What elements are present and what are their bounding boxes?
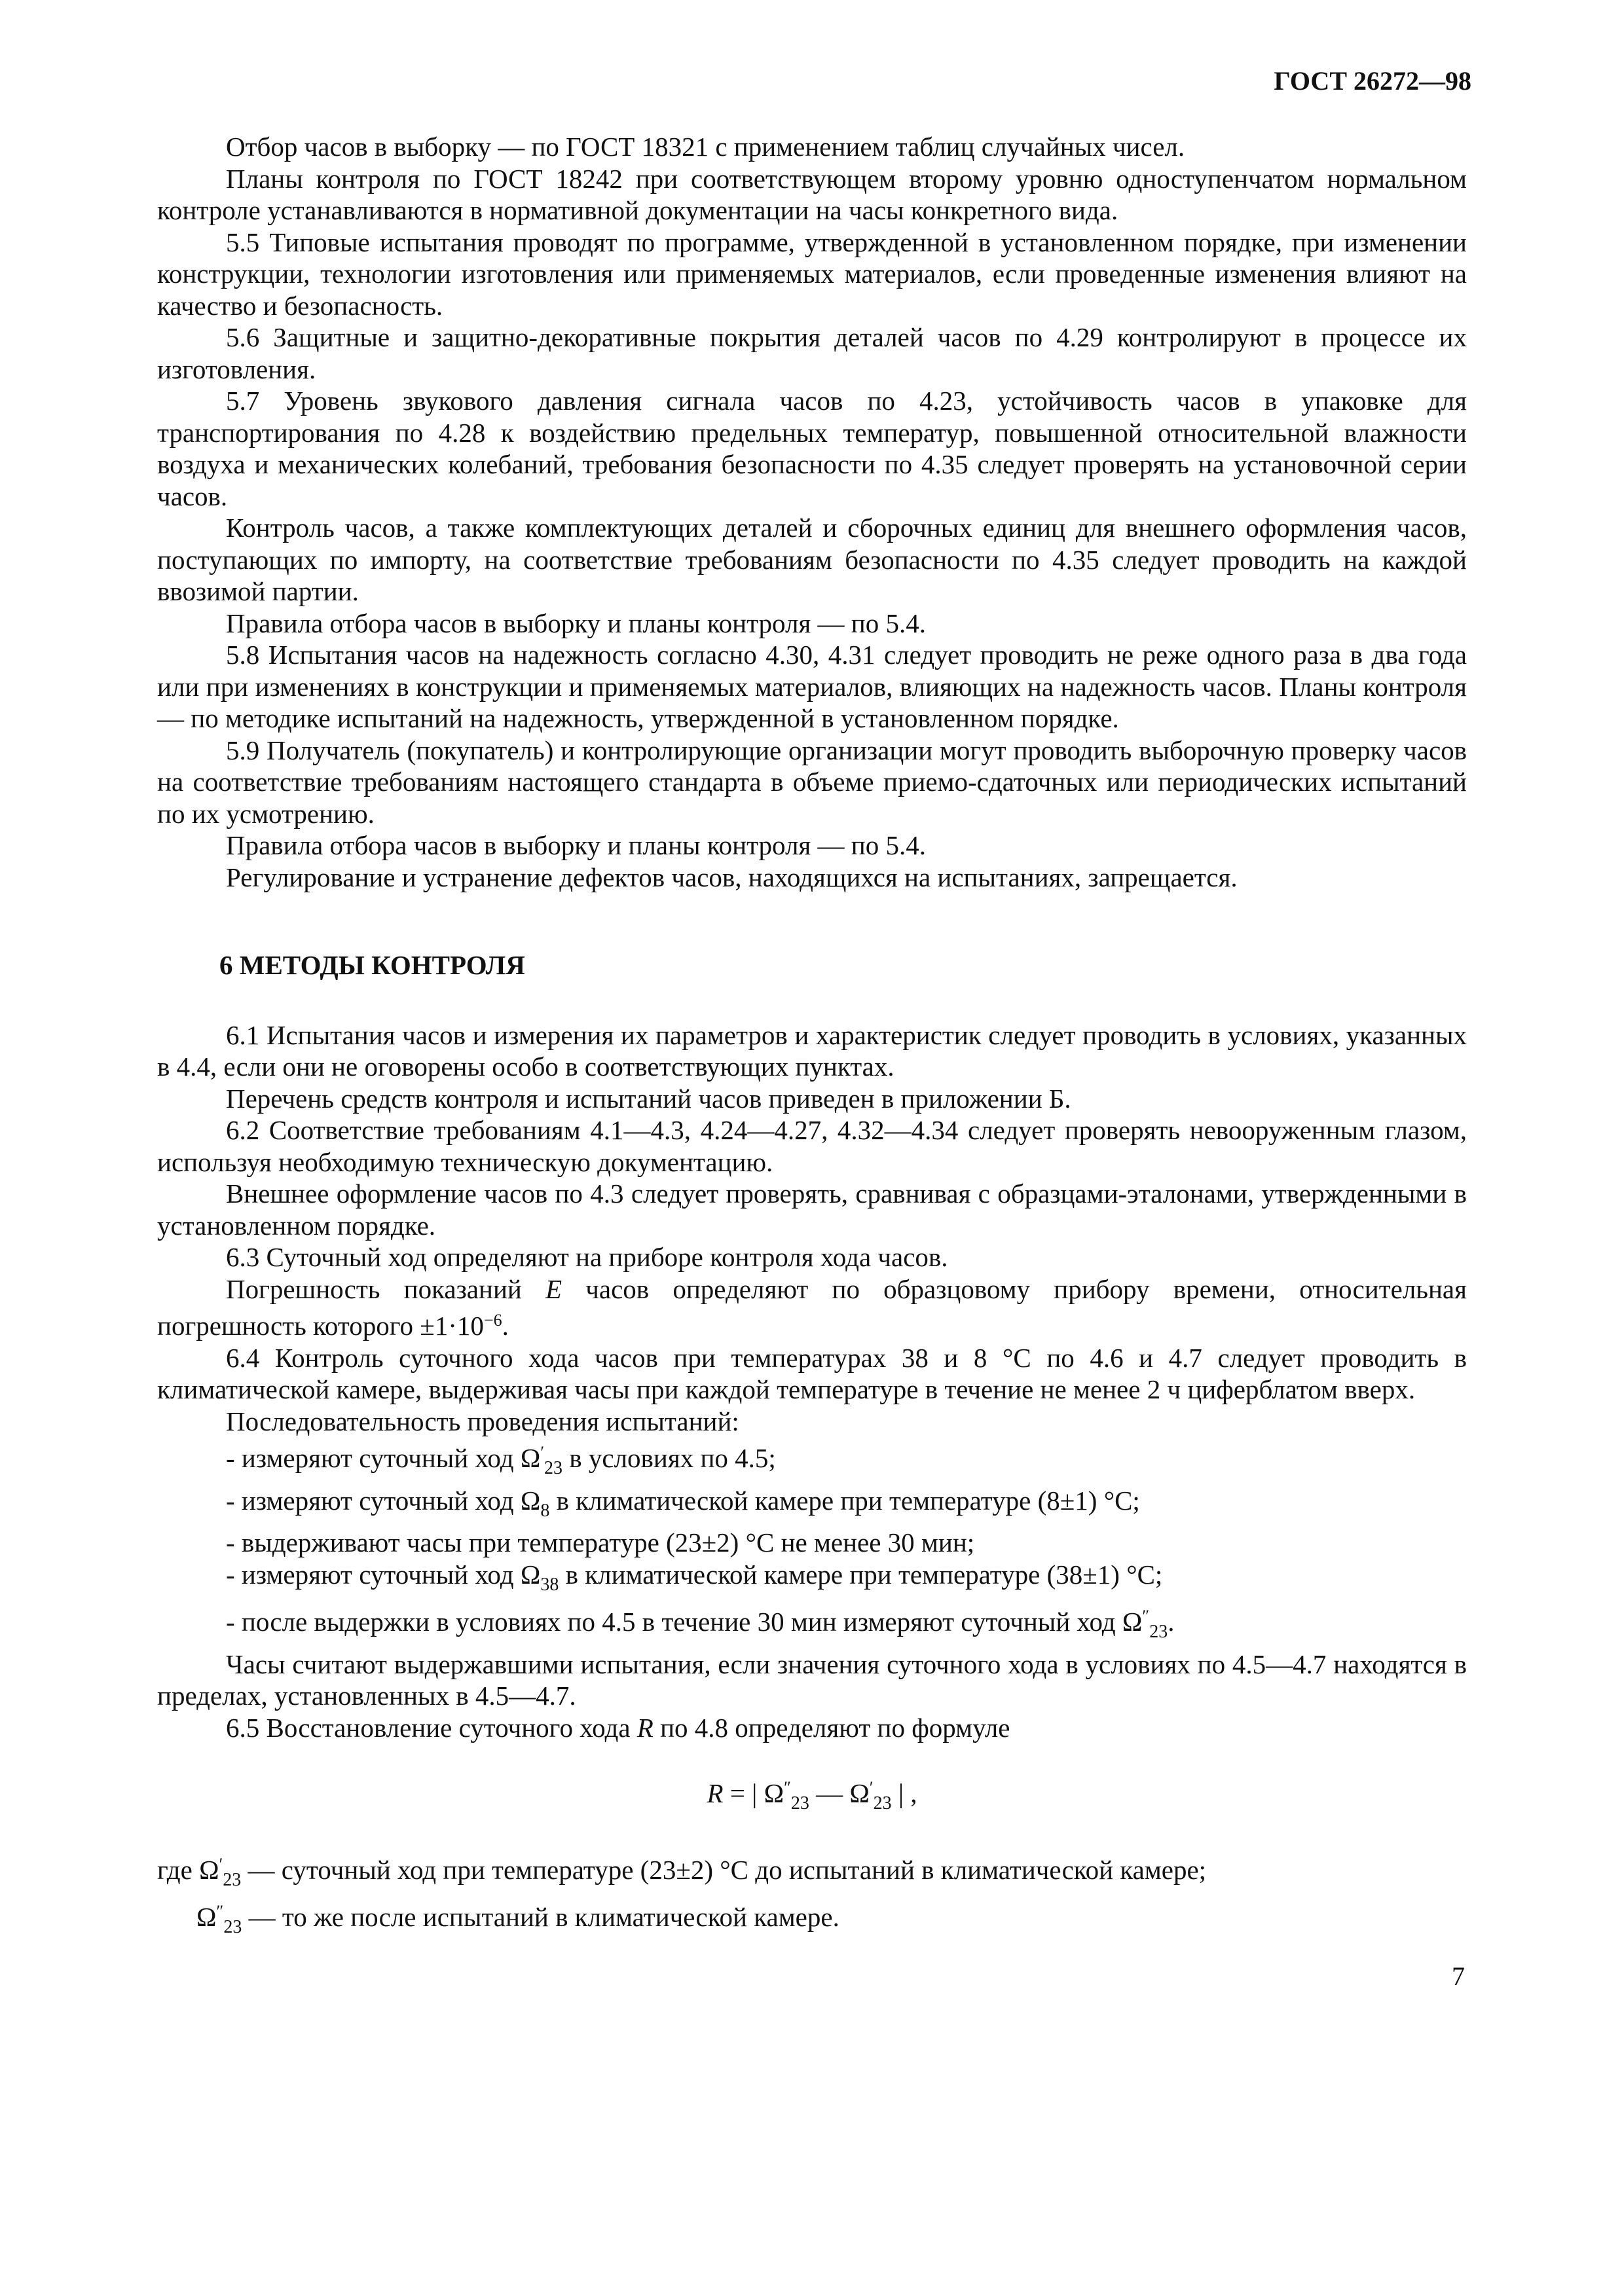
definition-line [157,1896,1467,1944]
formula-part: = | Ω [723,1778,784,1808]
list-item: - выдерживают часы при температуре (23±2) °С не менее 30 мин; [226,1527,975,1558]
paragraph: 6.4 Контроль суточного хода часов при температурах 38 и 8 °С по 4.6 и 4.7 следует проводить в климатической камере, выдерживая часы при каждой температуре в течение не менее 2 ч циферблатом вверх. [157,1342,1467,1404]
page-number: 7 [1452,1961,1465,1991]
text-run: — суточный ход при температуре (23±2) °С до испытаний в климатической камере; [241,1854,1207,1885]
list-item [157,1601,1467,1649]
double-prime-mark: ″ [1142,1607,1150,1626]
text-run: . [1168,1607,1175,1637]
text-run: - измеряют суточный ход Ω [226,1559,541,1590]
paragraph: Регулирование и устранение дефектов часов, находящихся на испытаниях, запрещается. [226,862,1238,892]
subscript: 23 [544,1458,563,1478]
subscript: 38 [540,1574,559,1595]
list-item [157,1485,1467,1527]
paragraph: 5.6 Защитные и защитно-декоративные покрытия деталей часов по 4.29 контролируют в процессе их изготовления. [157,322,1467,384]
paragraph: 5.9 Получатель (покупатель) и контролирующие организации могут проводить выборочную проверку часов на соответствие требованиям настоящего стандарта в объеме приемо-сдаточных или периодических испытаний по их усмотрению. [157,735,1467,829]
text-run: 6.5 Восстановление суточного хода [226,1712,637,1743]
subscript: 23 [1149,1622,1168,1642]
subscript: 23 [790,1793,809,1813]
text-run: Погрешность показаний [226,1273,546,1304]
prime-mark: ′ [869,1778,874,1797]
paragraph: Правила отбора часов в выборку и планы контроля — по 5.4. [226,830,926,860]
double-prime-mark: ″ [784,1778,791,1797]
paragraph: 5.5 Типовые испытания проводят по программе, утвержденной в установленном порядке, при изменении конструкции, технологии изготовления или применяемых материалов, если проведенные изменения влияют на качество и безопасность. [157,227,1467,321]
document-header: ГОСТ 26272—98 [1274,66,1471,96]
paragraph: 5.7 Уровень звукового давления сигнала часов по 4.23, устойчивость часов в упаковке для транспортирования по 4.28 к воздействию предельных температур, повышенной относительной влажности воздуха и механических колебаний, требования безопасности по 4.35 следует проверять на установочной серии часов. [157,386,1467,511]
paragraph: Часы считают выдержавшими испытания, если значения суточного хода в условиях по 4.5—4.7 находятся в пределах, установленных в 4.5—4.7. [157,1649,1467,1711]
text-run: . [502,1311,509,1341]
text-run: часов определяют по образцовому прибору времени, относительная погрешность которого ±1·10 [157,1273,1467,1341]
prime-mark: ′ [219,1854,223,1874]
paragraph: Внешнее оформление часов по 4.3 следует проверять, сравнивая с образцами-эталонами, утвержденными в установленном порядке. [157,1178,1467,1241]
subscript: 23 [223,1917,242,1937]
text-run: - измеряют суточный ход Ω [226,1485,541,1516]
text-run: в климатической камере при температуре (8±1) °С; [549,1485,1140,1516]
paragraph: 5.8 Испытания часов на надежность согласно 4.30, 4.31 следует проводить не реже одного раза в два года или при изменениях в конструкции и применяемых материалов, влияющих на надежность часов. Планы контроля — по методике испытаний на надежность, утвержденной в установленном порядке. [157,640,1467,733]
text-run: Ω [196,1902,217,1932]
double-prime-mark: ″ [216,1902,224,1921]
paragraph [157,1273,1467,1342]
prime-mark: ′ [540,1443,545,1462]
paragraph: 6.2 Соответствие требованиям 4.1—4.3, 4.24—4.27, 4.32—4.34 следует проверять невооруженным глазом, используя необходимую техническую документацию. [157,1115,1467,1177]
subscript: 23 [223,1869,242,1890]
section-heading: 6 МЕТОДЫ КОНТРОЛЯ [219,950,525,980]
paragraph: Контроль часов, а также комплектующих деталей и сборочных единиц для внешнего оформления часов, поступающих по импорту, на соответствие требованиям безопасности по 4.35 следует проводить на каждой ввозимой партии. [157,513,1467,606]
formula [157,1772,1467,1820]
list-item [157,1437,1467,1485]
paragraph: Отбор часов в выборку — по ГОСТ 18321 с применением таблиц случайных чисел. [226,132,1185,162]
paragraph: Планы контроля по ГОСТ 18242 при соответствующем второму уровню одноступенчатом нормальном контроле устанавливаются в нормативной документации на часы конкретного вида. [157,163,1467,225]
subscript: 8 [540,1500,550,1521]
document-body [157,131,1467,1944]
symbol-e: E [545,1273,562,1304]
paragraph: Правила отбора часов в выборку и планы контроля — по 5.4. [226,608,926,638]
text-run: где Ω [157,1854,219,1885]
formula-lhs: R [707,1778,724,1808]
subscript: 23 [873,1793,892,1813]
text-run: в условиях по 4.5; [562,1443,776,1473]
text-run: - после выдержки в условиях по 4.5 в течение 30 мин измеряют суточный ход Ω [226,1607,1143,1637]
list-item [157,1559,1467,1601]
text-run: — то же после испытаний в климатической камере. [242,1902,839,1932]
symbol-r: R [636,1712,654,1743]
text-run: по 4.8 определяют по формуле [653,1712,1010,1743]
paragraph: Перечень средств контроля и испытаний часов приведен в приложении Б. [226,1083,1071,1114]
exponent: −6 [483,1311,502,1330]
formula-part: | , [891,1778,917,1808]
paragraph: 6.1 Испытания часов и измерения их параметров и характеристик следует проводить в условиях, указанных в 4.4, если они не оговорены особо в соответствующих пунктах. [157,1019,1467,1082]
paragraph: Последовательность проведения испытаний: [226,1406,739,1436]
definition-line [157,1849,1467,1897]
paragraph: 6.3 Суточный ход определяют на приборе контроля хода часов. [226,1242,948,1272]
paragraph [157,1712,1467,1744]
text-run: в климатической камере при температуре (38±1) °С; [559,1559,1163,1590]
text-run: - измеряют суточный ход Ω [226,1443,541,1473]
formula-part: — Ω [809,1778,870,1808]
